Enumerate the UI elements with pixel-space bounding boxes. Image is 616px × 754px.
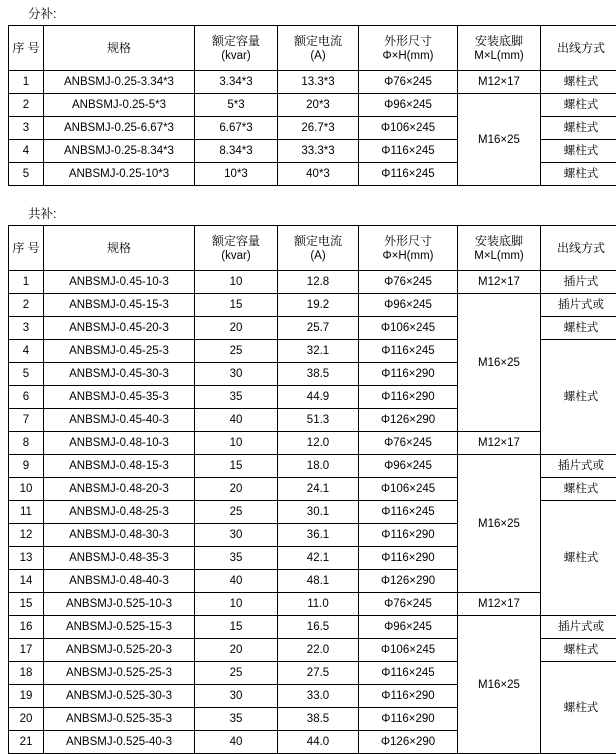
cell-capacity: 15 [195, 455, 278, 478]
cell-dimension: Φ96×245 [359, 294, 458, 317]
cell-current: 12.0 [278, 432, 359, 455]
cell-dimension: Φ116×245 [359, 340, 458, 363]
cell-current: 38.5 [278, 708, 359, 731]
cell-capacity: 15 [195, 616, 278, 639]
cell-index: 14 [9, 570, 44, 593]
cell-current: 12.8 [278, 271, 359, 294]
cell-index: 4 [9, 340, 44, 363]
header-current-line1: 额定电流 [278, 233, 358, 249]
cell-index: 16 [9, 616, 44, 639]
cell-current: 51.3 [278, 409, 359, 432]
cell-outlet: 螺柱式 [541, 163, 616, 186]
table-header-gongbu [9, 226, 616, 271]
header-footing-line1: 安装底脚 [458, 33, 540, 49]
cell-spec: ANBSMJ-0.525-40-3 [44, 731, 195, 754]
cell-outlet: 插片式或 [541, 455, 616, 478]
cell-current: 24.1 [278, 478, 359, 501]
cell-current: 44.0 [278, 731, 359, 754]
cell-capacity: 5*3 [195, 94, 278, 117]
cell-spec: ANBSMJ-0.45-20-3 [44, 317, 195, 340]
spec-table-fenbu [8, 25, 616, 186]
cell-current: 44.9 [278, 386, 359, 409]
cell-outlet: 插片式 [541, 271, 616, 294]
table-body-fenbu [9, 71, 616, 186]
cell-dimension: Φ76×245 [359, 71, 458, 94]
cell-index: 18 [9, 662, 44, 685]
cell-index: 1 [9, 71, 44, 94]
table-row [9, 455, 616, 478]
header-dimension-line1: 外形尺寸 [359, 233, 457, 249]
cell-index: 9 [9, 455, 44, 478]
table-row [9, 616, 616, 639]
cell-capacity: 30 [195, 363, 278, 386]
cell-dimension: Φ106×245 [359, 117, 458, 140]
cell-outlet: 螺柱式 [541, 117, 616, 140]
cell-dimension: Φ116×290 [359, 685, 458, 708]
cell-capacity: 15 [195, 294, 278, 317]
cell-dimension: Φ76×245 [359, 593, 458, 616]
cell-current: 33.3*3 [278, 140, 359, 163]
section-gap [0, 186, 616, 200]
cell-spec: ANBSMJ-0.45-10-3 [44, 271, 195, 294]
cell-current: 32.1 [278, 340, 359, 363]
cell-index: 21 [9, 731, 44, 754]
cell-dimension: Φ126×290 [359, 409, 458, 432]
cell-dimension: Φ106×245 [359, 639, 458, 662]
cell-outlet: 螺柱式 [541, 662, 616, 754]
header-row [9, 26, 616, 71]
cell-dimension: Φ116×290 [359, 386, 458, 409]
header-current-line2: (A) [278, 249, 358, 264]
cell-index: 20 [9, 708, 44, 731]
cell-capacity: 35 [195, 386, 278, 409]
cell-spec: ANBSMJ-0.48-40-3 [44, 570, 195, 593]
cell-capacity: 20 [195, 639, 278, 662]
header-capacity-line2: (kvar) [195, 249, 277, 264]
cell-capacity: 20 [195, 317, 278, 340]
cell-spec: ANBSMJ-0.45-35-3 [44, 386, 195, 409]
cell-dimension: Φ106×245 [359, 317, 458, 340]
cell-capacity: 3.34*3 [195, 71, 278, 94]
cell-current: 33.0 [278, 685, 359, 708]
cell-current: 18.0 [278, 455, 359, 478]
cell-dimension: Φ96×245 [359, 616, 458, 639]
cell-capacity: 6.67*3 [195, 117, 278, 140]
table-row [9, 94, 616, 117]
cell-current: 36.1 [278, 524, 359, 547]
cell-index: 1 [9, 271, 44, 294]
header-index-line1: 序 号 [9, 40, 43, 56]
header-cell-current [278, 26, 359, 71]
cell-dimension: Φ126×290 [359, 570, 458, 593]
header-cell-current [278, 226, 359, 271]
header-capacity-line1: 额定容量 [195, 233, 277, 249]
table-row [9, 294, 616, 317]
section-label-fenbu: 分补: [28, 6, 616, 22]
cell-spec: ANBSMJ-0.25-5*3 [44, 94, 195, 117]
cell-outlet: 螺柱式 [541, 94, 616, 117]
cell-capacity: 10 [195, 271, 278, 294]
cell-outlet: 螺柱式 [541, 317, 616, 340]
cell-capacity: 25 [195, 501, 278, 524]
cell-index: 7 [9, 409, 44, 432]
cell-current: 26.7*3 [278, 117, 359, 140]
cell-current: 30.1 [278, 501, 359, 524]
cell-index: 2 [9, 294, 44, 317]
cell-outlet: 螺柱式 [541, 478, 616, 501]
header-dimension-line1: 外形尺寸 [359, 33, 457, 49]
cell-capacity: 25 [195, 340, 278, 363]
cell-spec: ANBSMJ-0.48-30-3 [44, 524, 195, 547]
cell-spec: ANBSMJ-0.525-15-3 [44, 616, 195, 639]
cell-outlet: 螺柱式 [541, 501, 616, 616]
cell-index: 6 [9, 386, 44, 409]
cell-spec: ANBSMJ-0.48-15-3 [44, 455, 195, 478]
cell-capacity: 40 [195, 570, 278, 593]
section-label-gongbu: 共补: [28, 206, 616, 222]
cell-index: 3 [9, 117, 44, 140]
cell-spec: ANBSMJ-0.525-25-3 [44, 662, 195, 685]
header-capacity-line2: (kvar) [195, 49, 277, 64]
cell-dimension: Φ96×245 [359, 94, 458, 117]
header-cell-spec [44, 226, 195, 271]
cell-index: 12 [9, 524, 44, 547]
header-cell-index [9, 226, 44, 271]
cell-spec: ANBSMJ-0.45-40-3 [44, 409, 195, 432]
cell-footing: M12×17 [458, 593, 541, 616]
cell-dimension: Φ126×290 [359, 731, 458, 754]
cell-capacity: 20 [195, 478, 278, 501]
cell-outlet: 螺柱式 [541, 639, 616, 662]
header-current-line1: 额定电流 [278, 33, 358, 49]
cell-capacity: 40 [195, 731, 278, 754]
cell-footing: M12×17 [458, 71, 541, 94]
cell-current: 48.1 [278, 570, 359, 593]
header-cell-dimension [359, 26, 458, 71]
cell-dimension: Φ76×245 [359, 271, 458, 294]
cell-outlet: 螺柱式 [541, 340, 616, 455]
cell-footing: M16×25 [458, 455, 541, 593]
cell-outlet: 螺柱式 [541, 140, 616, 163]
header-index-line1: 序 号 [9, 240, 43, 256]
cell-capacity: 10*3 [195, 163, 278, 186]
cell-dimension: Φ116×245 [359, 140, 458, 163]
header-cell-capacity [195, 26, 278, 71]
cell-spec: ANBSMJ-0.525-35-3 [44, 708, 195, 731]
cell-spec: ANBSMJ-0.45-25-3 [44, 340, 195, 363]
header-cell-outlet [541, 226, 616, 271]
cell-current: 42.1 [278, 547, 359, 570]
cell-index: 15 [9, 593, 44, 616]
cell-index: 5 [9, 163, 44, 186]
cell-footing: M16×25 [458, 616, 541, 754]
cell-dimension: Φ76×245 [359, 432, 458, 455]
table-body-gongbu [9, 271, 616, 754]
header-outlet-line1: 出线方式 [541, 40, 616, 56]
cell-footing: M16×25 [458, 294, 541, 432]
cell-spec: ANBSMJ-0.48-35-3 [44, 547, 195, 570]
spec-table-gongbu [8, 225, 616, 754]
cell-dimension: Φ116×245 [359, 501, 458, 524]
header-current-line2: (A) [278, 49, 358, 64]
cell-capacity: 30 [195, 685, 278, 708]
cell-dimension: Φ116×245 [359, 163, 458, 186]
cell-outlet: 螺柱式 [541, 71, 616, 94]
cell-current: 11.0 [278, 593, 359, 616]
cell-index: 5 [9, 363, 44, 386]
cell-capacity: 30 [195, 524, 278, 547]
cell-dimension: Φ116×245 [359, 662, 458, 685]
cell-footing: M12×17 [458, 271, 541, 294]
header-outlet-line1: 出线方式 [541, 240, 616, 256]
header-dimension-line2: Φ×H(mm) [359, 249, 457, 264]
cell-current: 20*3 [278, 94, 359, 117]
cell-outlet: 插片式或 [541, 294, 616, 317]
header-cell-index [9, 26, 44, 71]
cell-current: 16.5 [278, 616, 359, 639]
cell-index: 4 [9, 140, 44, 163]
cell-index: 13 [9, 547, 44, 570]
header-dimension-line2: Φ×H(mm) [359, 49, 457, 64]
header-cell-dimension [359, 226, 458, 271]
document-page [0, 6, 616, 720]
cell-dimension: Φ116×290 [359, 524, 458, 547]
header-cell-footing [458, 226, 541, 271]
cell-index: 8 [9, 432, 44, 455]
table-row [9, 432, 616, 455]
cell-dimension: Φ116×290 [359, 708, 458, 731]
cell-spec: ANBSMJ-0.48-25-3 [44, 501, 195, 524]
cell-spec: ANBSMJ-0.25-3.34*3 [44, 71, 195, 94]
header-spec-line1: 规格 [44, 240, 194, 256]
cell-index: 2 [9, 94, 44, 117]
table-header-fenbu [9, 26, 616, 71]
cell-capacity: 35 [195, 547, 278, 570]
cell-current: 13.3*3 [278, 71, 359, 94]
cell-spec: ANBSMJ-0.48-20-3 [44, 478, 195, 501]
cell-footing: M12×17 [458, 432, 541, 455]
header-capacity-line1: 额定容量 [195, 33, 277, 49]
table-row [9, 271, 616, 294]
cell-dimension: Φ116×290 [359, 547, 458, 570]
cell-index: 19 [9, 685, 44, 708]
header-cell-capacity [195, 226, 278, 271]
cell-spec: ANBSMJ-0.525-20-3 [44, 639, 195, 662]
header-footing-line1: 安装底脚 [458, 233, 540, 249]
cell-spec: ANBSMJ-0.525-10-3 [44, 593, 195, 616]
cell-current: 25.7 [278, 317, 359, 340]
cell-index: 3 [9, 317, 44, 340]
cell-capacity: 40 [195, 409, 278, 432]
header-footing-line2: M×L(mm) [458, 49, 540, 64]
header-footing-line2: M×L(mm) [458, 249, 540, 264]
cell-current: 19.2 [278, 294, 359, 317]
cell-capacity: 10 [195, 432, 278, 455]
cell-capacity: 8.34*3 [195, 140, 278, 163]
cell-index: 17 [9, 639, 44, 662]
header-cell-outlet [541, 26, 616, 71]
cell-current: 27.5 [278, 662, 359, 685]
cell-current: 22.0 [278, 639, 359, 662]
cell-spec: ANBSMJ-0.48-10-3 [44, 432, 195, 455]
header-cell-spec [44, 26, 195, 71]
cell-spec: ANBSMJ-0.45-30-3 [44, 363, 195, 386]
table-row [9, 593, 616, 616]
table-row [9, 71, 616, 94]
cell-spec: ANBSMJ-0.25-6.67*3 [44, 117, 195, 140]
cell-index: 10 [9, 478, 44, 501]
cell-dimension: Φ106×245 [359, 478, 458, 501]
cell-current: 40*3 [278, 163, 359, 186]
cell-spec: ANBSMJ-0.25-10*3 [44, 163, 195, 186]
cell-current: 38.5 [278, 363, 359, 386]
header-spec-line1: 规格 [44, 40, 194, 56]
cell-index: 11 [9, 501, 44, 524]
cell-outlet: 插片式或 [541, 616, 616, 639]
header-row [9, 226, 616, 271]
cell-capacity: 25 [195, 662, 278, 685]
header-cell-footing [458, 26, 541, 71]
cell-spec: ANBSMJ-0.25-8.34*3 [44, 140, 195, 163]
cell-dimension: Φ96×245 [359, 455, 458, 478]
cell-capacity: 35 [195, 708, 278, 731]
cell-footing: M16×25 [458, 94, 541, 186]
cell-spec: ANBSMJ-0.525-30-3 [44, 685, 195, 708]
cell-spec: ANBSMJ-0.45-15-3 [44, 294, 195, 317]
cell-dimension: Φ116×290 [359, 363, 458, 386]
cell-capacity: 10 [195, 593, 278, 616]
